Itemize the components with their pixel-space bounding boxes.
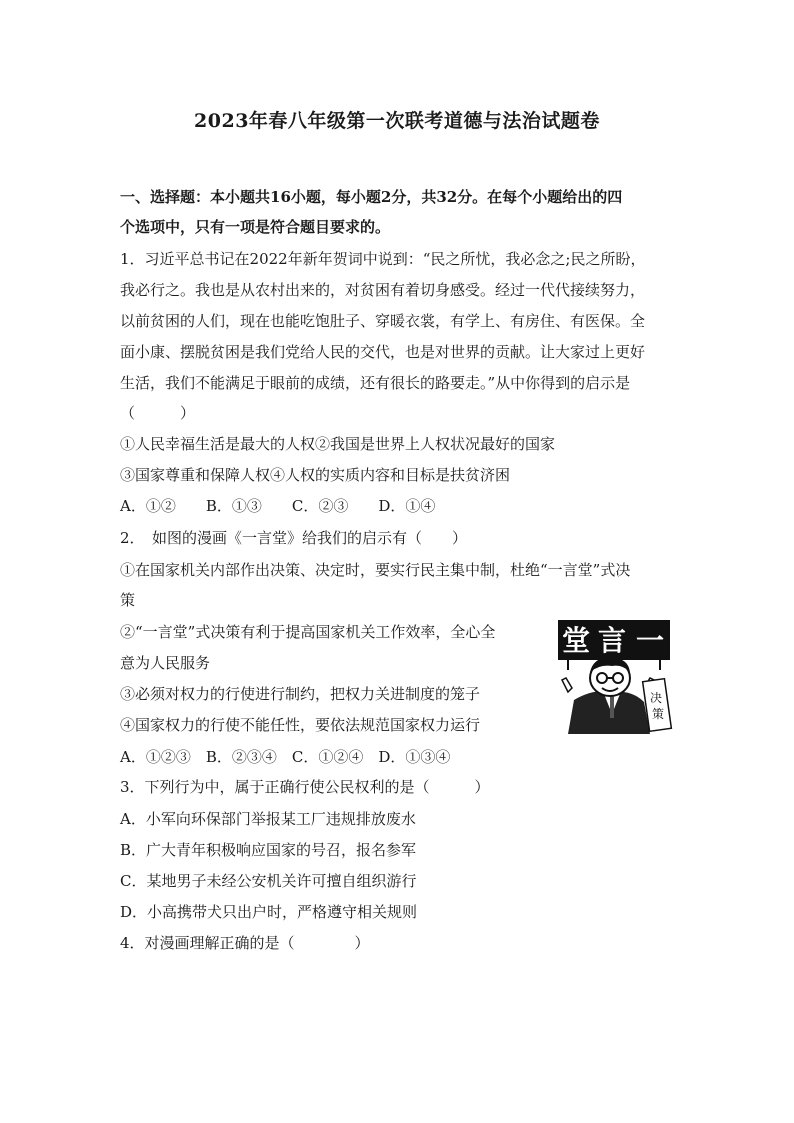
q1-stem-line: 我必行之。我也是从农村出来的，对贫困有着切身感受。经过一代代接续努力， (120, 281, 646, 299)
banner-char: 言 (597, 624, 627, 657)
q2-statement: ③必须对权力的行使进行制约，把权力关进制度的笼子 (120, 685, 481, 703)
q2-statement: ①在国家机关内部作出决策、决定时，要实行民主集中制，杜绝“一言堂”式决 (120, 561, 631, 579)
banner-char: 一 (635, 624, 665, 657)
q2-statement: ④国家权力的行使不能任性，要依法规范国家权力运行 (120, 716, 481, 734)
q1-statement: ③国家尊重和保障人权④人权的实质内容和目标是扶贫济困 (120, 466, 511, 484)
exam-title: 2023年春八年级第一次联考道德与法治试题卷 (194, 110, 600, 132)
q1-stem-line: 面小康、摆脱贫困是我们党给人民的交代，也是对世界的贡献。让大家过上更好 (120, 343, 646, 361)
q2-options: A．①②③ B．②③④ C．①②④ D．①③④ (120, 748, 451, 766)
section-heading-line1: 一、选择题：本小题共16小题，每小题2分，共32分。在每个小题给出的四 (120, 188, 623, 206)
q1-stem-line: 1．习近平总书记在2022年新年贺词中说到：“民之所忧，我必念之;民之所盼， (120, 250, 646, 268)
q1-statement: ①人民幸福生活是最大的人权②我国是世界上人权状况最好的国家 (120, 435, 556, 453)
banner-char: 堂 (561, 624, 591, 657)
section-heading-line2: 个选项中，只有一项是符合题目要求的。 (120, 218, 391, 236)
q1-options: A．①② B．①③ C．②③ D．①④ (120, 497, 436, 515)
cartoon-yiyantang-image (554, 618, 674, 734)
q1-stem-line: 以前贫困的人们，现在也能吃饱肚子、穿暖衣裳，有学上、有房住、有医保。全 (120, 312, 646, 330)
q2-statement: 意为人民服务 (120, 654, 211, 672)
q2-stem: 2． 如图的漫画《一言堂》给我们的启示有（ ） (120, 529, 468, 547)
q3-option: B．广大青年积极响应国家的号召，报名参军 (120, 841, 417, 859)
q3-option: D．小高携带犬只出户时，严格遵守相关规则 (120, 903, 418, 921)
q3-option: A．小军向环保部门举报某工厂违规排放废水 (120, 810, 416, 828)
q2-statement: 策 (120, 591, 136, 609)
q3-stem: 3．下列行为中，属于正确行使公民权利的是（ ） (120, 778, 490, 796)
q1-stem-line: 生活，我们不能满足于眼前的成绩，还有很长的路要走。”从中你得到的启示是 (120, 374, 631, 392)
q4-stem: 4．对漫画理解正确的是（ ） (120, 934, 370, 952)
q3-option: C．某地男子未经公安机关许可擅自组织游行 (120, 872, 417, 890)
paper-char: 决 (649, 691, 663, 705)
q2-statement: ②“一言堂”式决策有利于提高国家机关工作效率，全心全 (120, 623, 496, 641)
q1-answer-blank: （ ） (120, 404, 196, 422)
paper-char: 策 (651, 707, 665, 721)
